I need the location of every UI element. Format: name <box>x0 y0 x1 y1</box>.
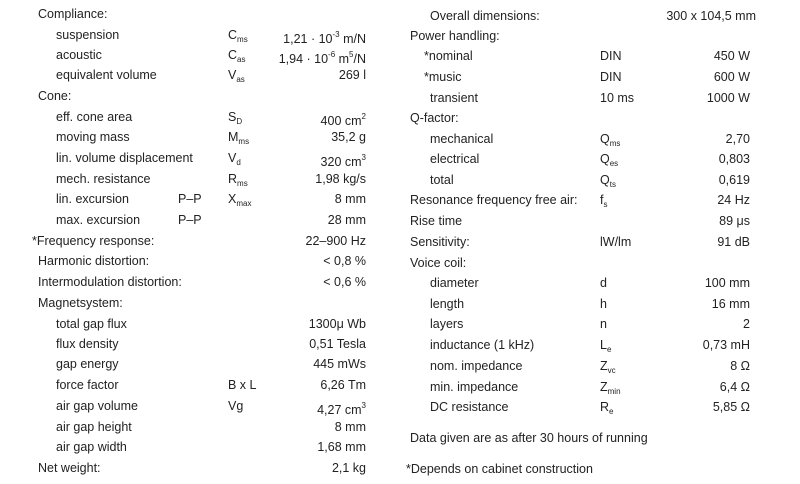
max-excursion-row <box>38 210 398 230</box>
rise-time-row <box>410 211 756 231</box>
nom-impedance-row <box>410 356 756 376</box>
coil-diameter-value: 100 mm <box>704 276 750 290</box>
flux-density-row <box>38 334 398 354</box>
cone-row <box>38 86 398 106</box>
moving-mass-row <box>38 127 398 147</box>
intermod-distortion-value: < 0,6 % <box>323 275 366 289</box>
frequency-response-row <box>32 231 398 251</box>
suspension-symbol: $C_{ms}$ <box>228 28 248 44</box>
dc-resistance-label: DC resistance <box>430 400 509 414</box>
power-nominal-label: *nominal <box>424 49 473 63</box>
voice-coil-row <box>410 253 756 273</box>
coil-layers-value: 2 <box>743 317 750 331</box>
resonance-value: 24 Hz <box>717 193 750 207</box>
volume-displacement-symbol: $V_d$ <box>228 151 241 167</box>
q-electrical-value: 0,803 <box>718 152 750 166</box>
q-mechanical-row <box>410 129 756 149</box>
sensitivity-label: Sensitivity: <box>410 235 470 249</box>
frequency-response-value: 22–900 Hz <box>305 234 366 248</box>
power-transient-value: 1000 W <box>706 91 750 105</box>
note-running-hours-text: Data given are as after 30 hours of running <box>410 431 648 445</box>
intermod-distortion-label: Intermodulation distortion: <box>38 275 182 289</box>
power-transient-label: transient <box>430 91 478 105</box>
note-running-hours <box>410 428 756 448</box>
air-gap-height-row <box>38 417 398 437</box>
nom-impedance-value: 8 Ω <box>730 359 750 373</box>
mech-resistance-row <box>38 169 398 189</box>
lin-excursion-symbol: $X_{max}$ <box>228 192 252 208</box>
frequency-response-label: *Frequency response: <box>32 234 155 248</box>
q-electrical-symbol: $Q_{es}$ <box>600 152 619 168</box>
coil-layers-label: layers <box>430 317 464 331</box>
power-transient-row <box>410 88 756 108</box>
air-gap-width-value: 1,68 mm <box>317 440 366 454</box>
moving-mass-symbol: $M_{ms}$ <box>228 130 250 146</box>
power-transient-qualifier: 10 ms <box>600 91 635 105</box>
coil-layers-row <box>410 314 756 334</box>
air-gap-width-label: air gap width <box>56 440 127 454</box>
magnetsystem-row <box>38 293 398 313</box>
coil-diameter-label: diameter <box>430 276 479 290</box>
acoustic-value: $1,94 \cdot 10^{-6}$ $m^5/N$ <box>278 50 366 66</box>
lin-excursion-label: lin. excursion <box>56 192 129 206</box>
sensitivity-qualifier: lW/lm <box>600 235 632 249</box>
acoustic-row <box>38 45 398 65</box>
force-factor-row <box>38 375 398 395</box>
force-factor-symbol: B x L <box>228 378 257 392</box>
coil-length-row <box>410 294 756 314</box>
max-excursion-label: max. excursion <box>56 213 141 227</box>
coil-length-label: length <box>430 297 465 311</box>
compliance-row <box>38 4 398 24</box>
net-weight-value: 2,1 kg <box>331 461 366 475</box>
min-impedance-symbol: $Z_{min}$ <box>600 380 621 396</box>
coil-layers-symbol: n <box>600 317 607 331</box>
lin-excursion-row <box>38 189 398 209</box>
suspension-label: suspension <box>56 28 120 42</box>
q-electrical-row <box>410 149 756 169</box>
equivalent-volume-symbol: $V_{as}$ <box>228 68 245 84</box>
dc-resistance-symbol: $R_e$ <box>600 400 614 416</box>
inductance-symbol: $L_e$ <box>600 338 612 354</box>
acoustic-label: acoustic <box>56 48 102 62</box>
equivalent-volume-value: 269 l <box>338 68 366 82</box>
harmonic-distortion-value: < 0,8 % <box>323 254 366 268</box>
suspension-row <box>38 25 398 45</box>
suspension-value: $1,21 \cdot 10^{-3}$ m/N <box>283 30 366 46</box>
coil-length-symbol: h <box>600 297 607 311</box>
sensitivity-row <box>410 232 756 252</box>
inductance-label: inductance (1 kHz) <box>430 338 535 352</box>
air-gap-width-row <box>38 437 398 457</box>
voice-coil-heading: Voice coil: <box>410 256 467 270</box>
gap-energy-value: 445 mWs <box>313 357 366 371</box>
cone-area-symbol: $S_D$ <box>228 110 243 126</box>
magnetsystem-heading: Magnetsystem: <box>38 296 123 310</box>
power-handling-row <box>410 26 756 46</box>
note-cabinet-text: *Depends on cabinet construction <box>406 462 593 476</box>
net-weight-label: Net weight: <box>38 461 101 475</box>
rise-time-value: 89 μs <box>719 214 750 228</box>
min-impedance-label: min. impedance <box>430 380 519 394</box>
resonance-symbol: $f_s$ <box>600 193 608 209</box>
min-impedance-value: 6,4 Ω <box>719 380 750 394</box>
gap-energy-label: gap energy <box>56 357 119 371</box>
intermod-distortion-row <box>38 272 398 292</box>
power-music-label: *music <box>424 70 462 84</box>
max-excursion-value: 28 mm <box>327 213 366 227</box>
q-mechanical-value: 2,70 <box>725 132 750 146</box>
gap-flux-value: 1300μ Wb <box>308 317 366 331</box>
moving-mass-label: moving mass <box>56 130 130 144</box>
dc-resistance-value: 5,85 Ω <box>712 400 750 414</box>
q-factor-row <box>410 108 756 128</box>
net-weight-row <box>38 458 398 478</box>
coil-diameter-row <box>410 273 756 293</box>
gap-flux-label: total gap flux <box>56 317 127 331</box>
cone-area-row <box>38 107 398 127</box>
dimensions-label: Overall dimensions: <box>430 9 540 23</box>
power-nominal-row <box>410 46 756 66</box>
lin-excursion-qualifier: P–P <box>178 192 202 206</box>
resonance-label: Resonance frequency free air: <box>410 193 578 207</box>
q-mechanical-symbol: $Q_{ms}$ <box>600 132 621 148</box>
air-gap-volume-label: air gap volume <box>56 399 138 413</box>
flux-density-label: flux density <box>56 337 119 351</box>
gap-flux-row <box>38 314 398 334</box>
equivalent-volume-label: equivalent volume <box>56 68 157 82</box>
q-mechanical-label: mechanical <box>430 132 494 146</box>
inductance-row <box>410 335 756 355</box>
lin-excursion-value: 8 mm <box>334 192 366 206</box>
coil-length-value: 16 mm <box>711 297 750 311</box>
dimensions-value: 300 x 104,5 mm <box>666 9 756 23</box>
gap-energy-row <box>38 354 398 374</box>
dimensions-row <box>410 6 756 26</box>
power-handling-heading: Power handling: <box>410 29 500 43</box>
volume-displacement-label: lin. volume displacement <box>56 151 193 165</box>
air-gap-height-label: air gap height <box>56 420 132 434</box>
q-electrical-label: electrical <box>430 152 480 166</box>
mech-resistance-value: 1,98 kg/s <box>315 172 366 186</box>
equivalent-volume-row <box>38 65 398 85</box>
cone-area-label: eff. cone area <box>56 110 133 124</box>
harmonic-distortion-label: Harmonic distortion: <box>38 254 150 268</box>
q-total-row <box>410 170 756 190</box>
sensitivity-value: 91 dB <box>717 235 750 249</box>
note-cabinet <box>406 459 756 479</box>
volume-displacement-value: 320 $cm^3$ <box>320 153 366 169</box>
force-factor-value: 6,26 Tm <box>320 378 366 392</box>
power-music-value: 600 W <box>713 70 750 84</box>
q-total-value: 0,619 <box>718 173 750 187</box>
inductance-value: 0,73 mH <box>702 338 750 352</box>
max-excursion-qualifier: P–P <box>178 213 202 227</box>
acoustic-symbol: $C_{as}$ <box>228 48 246 64</box>
q-total-label: total <box>430 173 454 187</box>
power-nominal-qualifier: DIN <box>600 49 622 63</box>
power-music-qualifier: DIN <box>600 70 622 84</box>
q-total-symbol: $Q_{ts}$ <box>600 173 616 189</box>
dc-resistance-row <box>410 397 756 417</box>
power-music-row <box>410 67 756 87</box>
cone-area-value: 400 $cm^2$ <box>320 112 366 128</box>
flux-density-value: 0,51 Tesla <box>309 337 366 351</box>
air-gap-volume-row <box>38 396 398 416</box>
min-impedance-row <box>410 377 756 397</box>
mech-resistance-label: mech. resistance <box>56 172 151 186</box>
q-factor-heading: Q-factor: <box>410 111 459 125</box>
rise-time-label: Rise time <box>410 214 463 228</box>
air-gap-volume-value: 4,27 $cm^3$ <box>317 401 366 417</box>
power-nominal-value: 450 W <box>713 49 750 63</box>
cone-heading: Cone: <box>38 89 72 103</box>
nom-impedance-symbol: $Z_{vc}$ <box>600 359 616 375</box>
force-factor-label: force factor <box>56 378 119 392</box>
coil-diameter-symbol: d <box>600 276 607 290</box>
air-gap-height-value: 8 mm <box>334 420 366 434</box>
moving-mass-value: 35,2 g <box>331 130 366 144</box>
compliance-heading: Compliance: <box>38 7 108 21</box>
mech-resistance-symbol: $R_{ms}$ <box>228 172 248 188</box>
resonance-row <box>410 190 756 210</box>
harmonic-distortion-row <box>38 251 398 271</box>
air-gap-volume-symbol: Vg <box>228 399 244 413</box>
nom-impedance-label: nom. impedance <box>430 359 523 373</box>
volume-displacement-row <box>38 148 398 168</box>
